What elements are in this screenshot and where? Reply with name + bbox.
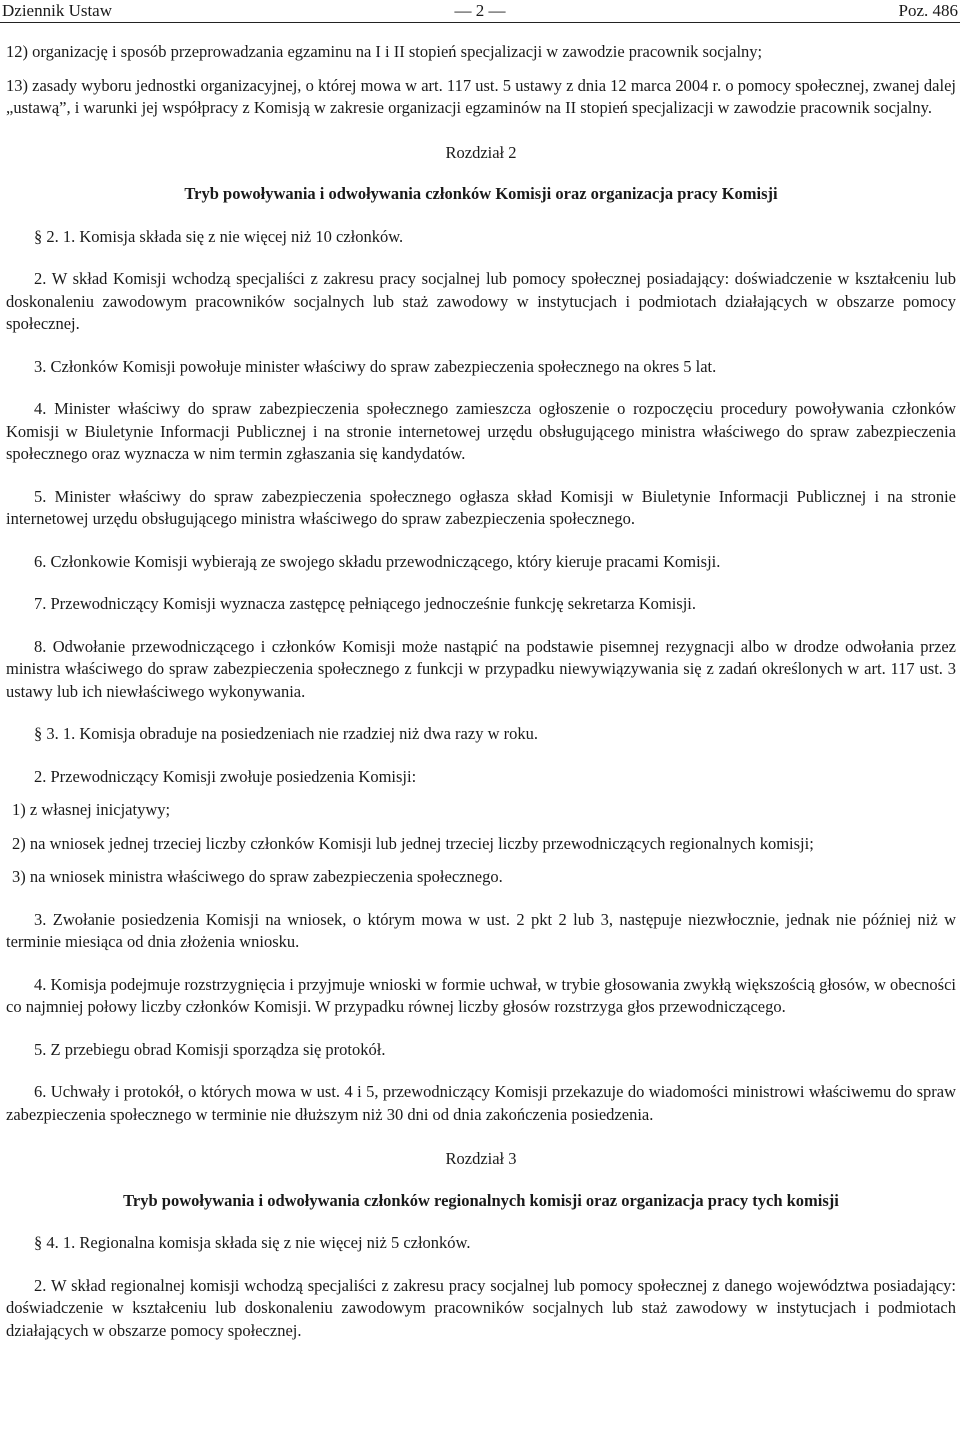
position-number: Poz. 486 <box>898 1 958 20</box>
list-item: 3) na wniosek ministra właściwego do spraw zabezpieczenia społecznego. <box>12 867 503 886</box>
paragraph-2-4: 4. Minister właściwy do spraw zabezpieczenia społecznego zamieszcza ogłoszenie o rozpoczęciu procedury powoływania członków Komisji w Biuletynie Informacji Publicznej i na stronie internetowej urzędu obsługującego ministra właściwego do spraw zabezpieczenia społecznego oraz wyznacza w nim termin zgłaszania się kandydatów. <box>6 399 956 463</box>
paragraph-4-2: 2. W skład regionalnej komisji wchodzą specjaliści z zakresu pracy socjalnej lub pomocy społecznej z danego województwa posiadający: doświadczenie w kształceniu lub doskonaleniu zawodowym pracowników socjalnych lub staż zawodowy w instytucjach i podmiotach działających w obszarze pomocy społecznej. <box>6 1275 956 1340</box>
paragraph-2-3: 3. Członków Komisji powołuje minister właściwy do spraw zabezpieczenia społecznego na okres 5 lat. <box>34 356 717 376</box>
item-13: 13) zasady wyboru jednostki organizacyjnej, o której mowa w art. 117 ust. 5 ustawy z dnia 12 marca 2004 r. o pomocy społecznej, zwanej dalej „ustawą”, i warunki jej współpracy z Komisją w zakresie organizacji egzaminów na II stopień specjalizacji w zawodzie pracownik socjalny. <box>6 75 956 117</box>
paragraph-2-7: 7. Przewodniczący Komisji wyznacza zastępcę pełniącego jednocześnie funkcję sekretarza Komisji. <box>34 594 696 613</box>
paragraph-2-6: 6. Członkowie Komisji wybierają ze swojego składu przewodniczącego, który kieruje pracami Komisji. <box>34 551 721 571</box>
page-number: — 2 — <box>454 1 506 20</box>
chapter-2-title: Tryb powoływania i odwoływania członków Komisji oraz organizacja pracy Komisji <box>184 184 778 203</box>
paragraph-2-2: 2. W skład Komisji wchodzą specjaliści z zakresu pracy socjalnej lub pomocy społecznej posiadający: doświadczenie w kształceniu lub doskonaleniu zawodowym pracowników socjalnych lub staż zawodowy w instytucjach i podmiotach działających w obszarze pomocy społecznej. <box>6 269 956 333</box>
paragraph-3-5: 5. Z przebiegu obrad Komisji sporządza się protokół. <box>34 1039 386 1059</box>
paragraph-3-4: 4. Komisja podejmuje rozstrzygnięcia i przyjmuje wnioski w formie uchwał, w trybie głosowania zwykłą większością głosów, w obecności co najmniej połowy liczby członków Komisji. W przypadku równej liczby głosów rozstrzyga głos przewodniczącego. <box>6 974 956 1016</box>
list-item: 1) z własnej inicjatywy; <box>12 800 171 819</box>
paragraph-3-1: § 3. 1. Komisja obraduje na posiedzeniach nie rzadziej niż dwa razy w roku. <box>34 724 538 743</box>
paragraph-2-5: 5. Minister właściwy do spraw zabezpieczenia społecznego ogłasza skład Komisji w Biuletynie Informacji Publicznej i na stronie internetowej urzędu obsługującego ministra właściwego do spraw zabezpieczenia społecznego. <box>6 486 956 528</box>
paragraph-3-3: 3. Zwołanie posiedzenia Komisji na wniosek, o którym mowa w ust. 2 pkt 2 lub 3, następuje niezwłocznie, jednak nie później niż w terminie miesiąca od dnia złożenia wniosku. <box>6 909 956 951</box>
list-item: 2) na wniosek jednej trzeciej liczby członków Komisji lub jednej trzeciej liczby przewodniczących regionalnych komisji; <box>12 833 814 853</box>
paragraph-2-8: 8. Odwołanie przewodniczącego i członków Komisji może nastąpić na podstawie pisemnej rezygnacji albo w drodze odwołania przez ministra właściwego do spraw zabezpieczenia społecznego z funkcji w przypadku niewywiązywania się z zadań określonych w art. 117 ust. 3 ustawy lub ich niewłaściwego wykonywania. <box>6 636 956 701</box>
journal-title: Dziennik Ustaw <box>2 1 113 20</box>
item-12: 12) organizację i sposób przeprowadzania egzaminu na I i II stopień specjalizacji w zawodzie pracownik socjalny; <box>6 42 763 61</box>
chapter-3-label: Rozdział 3 <box>445 1149 517 1168</box>
paragraph-3-6: 6. Uchwały i protokół, o których mowa w ust. 4 i 5, przewodniczący Komisji przekazuje do wiadomości ministrowi właściwemu do spraw zabezpieczenia społecznego w terminie nie dłuższym niż 30 dni od dnia zakończenia posiedzenia. <box>6 1082 956 1124</box>
paragraph-4-1: § 4. 1. Regionalna komisja składa się z nie więcej niż 5 członków. <box>34 1233 471 1252</box>
page-header <box>0 0 960 23</box>
chapter-3-title: Tryb powoływania i odwoływania członków regionalnych komisji oraz organizacja pracy tych komisji <box>123 1190 839 1210</box>
document-body <box>6 41 956 1342</box>
chapter-2-label: Rozdział 2 <box>445 142 517 162</box>
paragraph-3-2: 2. Przewodniczący Komisji zwołuje posiedzenia Komisji: <box>34 766 417 786</box>
paragraph-2-1: § 2. 1. Komisja składa się z nie więcej niż 10 członków. <box>34 226 404 246</box>
